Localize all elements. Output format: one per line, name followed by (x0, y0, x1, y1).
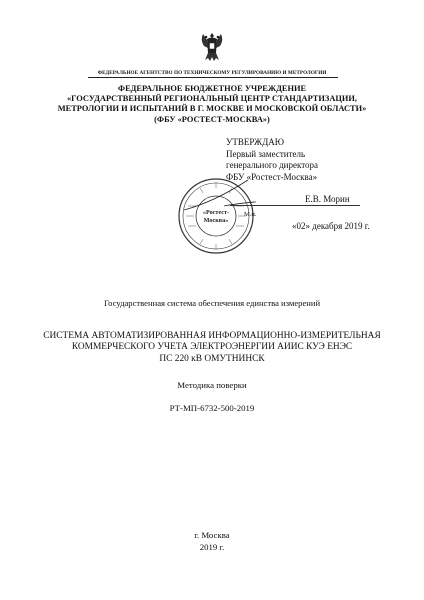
document-title (0, 331, 424, 365)
document-code: РТ-МП-6732-500-2019 (169, 403, 255, 413)
approval-title: УТВЕРЖДАЮ (226, 137, 285, 147)
footer (0, 530, 424, 554)
approval-date: «02» декабря 2019 г. (292, 221, 370, 231)
institution-line: (ФБУ «РОСТЕСТ-МОСКВА») (154, 114, 270, 124)
institution-name (0, 84, 424, 125)
svg-text:«Ростест-: «Ростест- (202, 209, 230, 216)
institution-line: МЕТРОЛОГИИ И ИСПЫТАНИЙ В Г. МОСКВЕ И МОСКОВСКОЙ ОБЛАСТИ» (57, 104, 367, 114)
double-headed-eagle-icon (198, 30, 226, 64)
signer-name: Е.В. Морин (305, 194, 350, 204)
title-line: СИСТЕМА АВТОМАТИЗИРОВАННАЯ ИНФОРМАЦИОННО-ИЗМЕРИТЕЛЬНАЯ (43, 331, 381, 341)
agency-name: ФЕДЕРАЛЬНОЕ АГЕНТСТВО ПО ТЕХНИЧЕСКОМУ РЕГУЛИРОВАНИЮ И МЕТРОЛОГИИ (97, 70, 327, 76)
title-line: КОММЕРЧЕСКОГО УЧЕТА ЭЛЕКТРОЭНЕРГИИ АИИС КУЭ ЕНЭС (71, 342, 353, 353)
approval-position: Первый заместитель (226, 148, 306, 159)
title-line: ПС 220 кВ ОМУТНИНСК (159, 353, 265, 364)
svg-text:Москва»: Москва» (203, 217, 229, 224)
institution-line: «ГОСУДАРСТВЕННЫЙ РЕГИОНАЛЬНЫЙ ЦЕНТР СТАНДАРТИЗАЦИИ, (66, 94, 358, 104)
footer-year: 2019 г. (199, 541, 225, 552)
approval-position: ФБУ «Ростест-Москва» (226, 171, 318, 182)
header-divider (88, 77, 338, 78)
stamp-place-label: М.п. (244, 211, 257, 218)
signature-line (230, 205, 360, 206)
footer-city: г. Москва (194, 530, 230, 540)
approval-position: генерального директора (226, 160, 319, 171)
system-line: Государственная система обеспечения единства измерений (103, 298, 321, 308)
method-label: Методика поверки (177, 380, 247, 390)
institution-line: ФЕДЕРАЛЬНОЕ БЮДЖЕТНОЕ УЧРЕЖДЕНИЕ (117, 84, 307, 93)
